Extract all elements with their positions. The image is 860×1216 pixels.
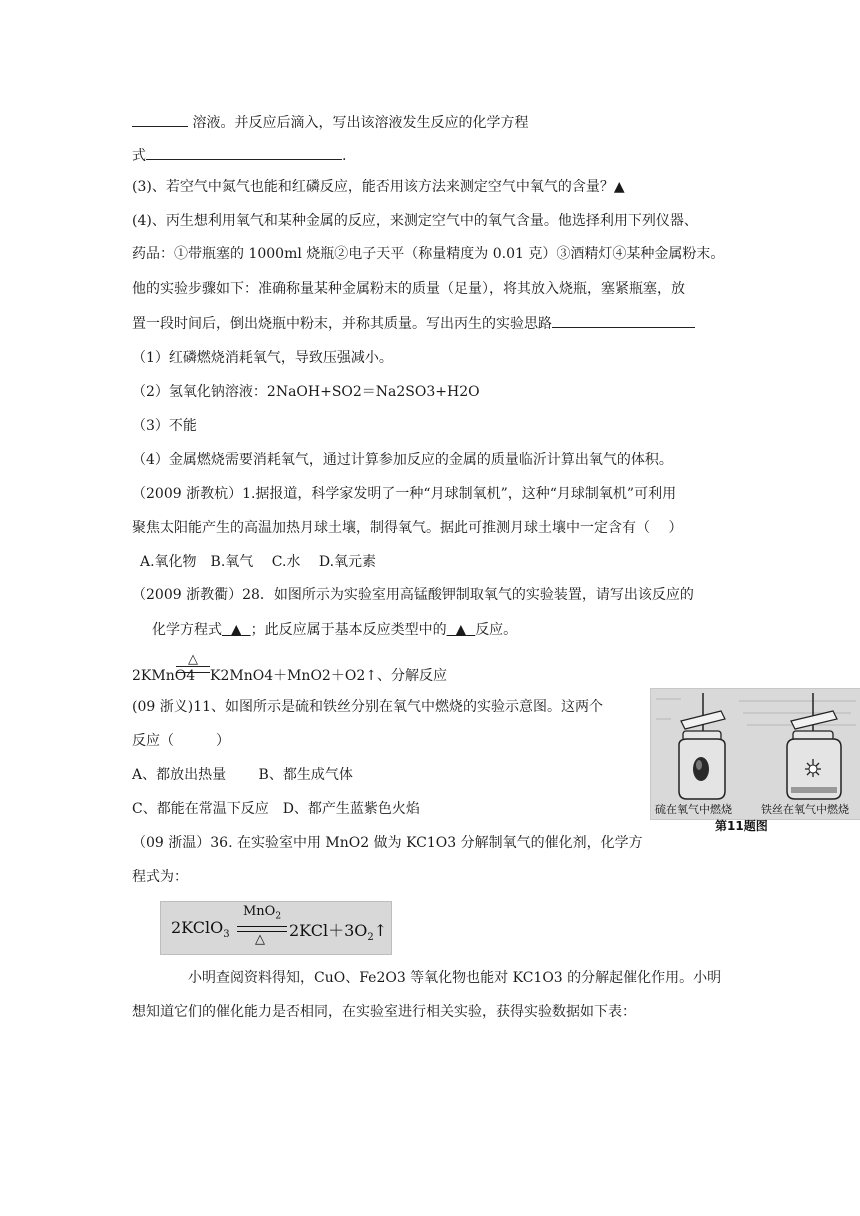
answer-blank — [146, 145, 342, 160]
q-hang-line-1: （2009 浙教杭）1.据报道，科学家发明了一种“月球制氧机”，这种“月球制氧机”可利用 — [132, 486, 677, 502]
answer-1: （1）红磷燃烧消耗氧气，导致压强减小。 — [132, 350, 393, 366]
q-yi-options-1: A、都放出热量 B、都生成气体 — [132, 767, 353, 783]
formula-image — [160, 901, 392, 955]
figure-label-left: 硫在氧气中燃烧 — [655, 803, 732, 816]
q-qu-line-2-c: 反应。 — [475, 622, 518, 638]
formula-catalyst-sub: 2 — [275, 911, 282, 922]
formula-right — [289, 918, 387, 943]
triangle-icon: ▲ — [230, 622, 242, 638]
equation-equals — [176, 666, 210, 673]
q-hang-options: A.氧化物 B.氧气 C.水 D.氧元素 — [140, 554, 377, 570]
answer-blank-1 — [222, 622, 251, 638]
q-wen-line-1: （09 浙温）36. 在实验室中用 MnO2 做为 KC1O3 分解制氧气的催化剂，化学方 — [132, 835, 643, 851]
formula-left-main: 2KClO — [171, 918, 224, 937]
equation-right: K2MnO4＋MnO2＋O2↑、分解反应 — [210, 668, 447, 684]
answer-blank — [552, 313, 695, 328]
figure-label-right: 铁丝在氧气中燃烧 — [761, 803, 849, 816]
q-line-1 — [132, 112, 528, 133]
formula-catalyst-main: MnO — [243, 904, 276, 919]
answer-blank-2 — [447, 622, 476, 638]
iron-wire-jar-icon — [787, 693, 841, 799]
formula-heat: △ — [255, 932, 265, 947]
q-wen-para-1: 小明查阅资料得知，CuO、Fe2O3 等氧化物也能对 KC1O3 的分解起催化作用。小明 — [188, 970, 722, 986]
q4-line-2: 药品：①带瓶塞的 1000ml 烧瓶②电子天平（称量精度为 0.01 克）③酒精灯④某种金属粉末。 — [132, 246, 725, 262]
q-yi-line-2: 反应（ ） — [132, 733, 230, 749]
q-yi-line-1: (09 浙义)11、如图所示是硫和铁丝分别在氧气中燃烧的实验示意图。这两个 — [132, 699, 604, 715]
answer-blank — [132, 112, 188, 127]
formula-right-sub: 2 — [367, 932, 374, 944]
q-qu-line-2-b: ；此反应属于基本反应类型中的 — [250, 622, 447, 638]
q-qu-line-2-a: 化学方程式 — [152, 622, 222, 638]
heat-symbol: △ — [188, 652, 198, 667]
q-wen-line-2: 程式为： — [132, 869, 188, 885]
q4-line-4-text: 置一段时间后，倒出烧瓶中粉末，并称其质量。写出丙生的实验思路 — [132, 316, 552, 332]
answer-2: （2）氢氧化钠溶液：2NaOH+SO2＝Na2SO3+H2O — [132, 384, 480, 400]
formula-right-main: 2KCl＋3O — [289, 921, 368, 940]
q4-line-3: 他的实验步骤如下：准确称量某种金属粉末的质量（足量），将其放入烧瓶，塞紧瓶塞，放 — [132, 281, 685, 297]
q-line-2-prefix: 式 — [132, 148, 146, 164]
q-line-2-suffix: . — [342, 148, 347, 164]
answer-3: （3）不能 — [132, 418, 197, 434]
combustion-figure — [650, 688, 860, 833]
q4-line-4 — [132, 313, 695, 334]
q-wen-para-2: 想知道它们的催化能力是否相同，在实验室进行相关实验，获得实验数据如下表： — [132, 1004, 636, 1020]
q3-text: (3)、若空气中氮气也能和红磷反应，能否用该方法来测定空气中氧气的含量？▲ — [132, 179, 625, 195]
q-hang-line-2: 聚焦太阳能产生的高温加热月球土壤，制得氧气。据此可推测月球土壤中一定含有（ ） — [132, 520, 683, 536]
q-line-2 — [132, 145, 346, 166]
combustion-jars-illustration — [651, 689, 860, 819]
q-line-1-text: 溶液。并反应后滴入，写出该溶液发生反应的化学方程 — [188, 115, 529, 131]
sulfur-jar-icon — [679, 693, 725, 799]
equation-left: 2KMnO4 — [132, 668, 196, 684]
formula-catalyst — [243, 904, 281, 922]
figure-caption: 第11题图 — [715, 819, 768, 833]
q4-line-1: (4)、丙生想利用氧气和某种金属的反应，来测定空气中的氧气含量。他选择利用下列仪器、 — [132, 213, 698, 229]
q-qu-line-1: （2009 浙教衢）28．如图所示为实验室用高锰酸钾制取氧气的实验装置，请写出该反应的 — [132, 587, 694, 603]
triangle-icon: ▲ — [455, 622, 467, 638]
q-qu-line-2 — [152, 620, 517, 640]
formula-left — [171, 918, 230, 940]
q-yi-options-2: C、都能在常温下反应 D、都产生蓝紫色火焰 — [132, 801, 420, 817]
answer-4: （4）金属燃烧需要消耗氧气，通过计算参加反应的金属的质量临沂计算出氧气的体积。 — [132, 452, 673, 468]
up-arrow-icon: ↑ — [373, 921, 388, 940]
formula-left-sub: 3 — [223, 929, 230, 941]
